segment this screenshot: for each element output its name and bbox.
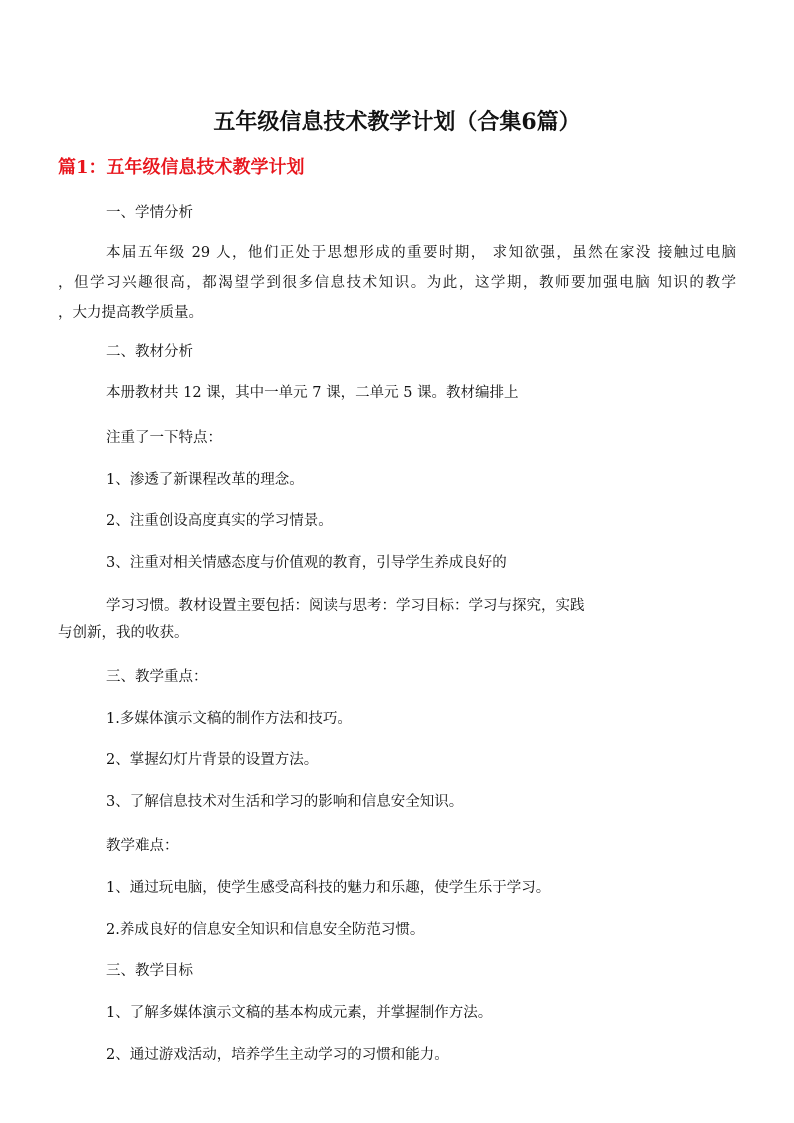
paragraph-line: 注重了一下特点： xyxy=(106,430,222,446)
list-item: 2.养成良好的信息安全知识和信息安全防范习惯。 xyxy=(106,922,425,938)
document-title: 五年级信息技术教学计划（合集6篇） xyxy=(213,109,581,135)
paragraph-line: 本届五年级 29 人，他们正处于思想形成的重要时期， 求知欲强，虽然在家没 接触过电脑 xyxy=(106,245,736,261)
paragraph-line: 学习习惯。教材设置主要包括：阅读与思考：学习目标：学习与探究，实践 xyxy=(106,598,585,614)
list-item: 3、注重对相关情感态度与价值观的教育，引导学生养成良好的 xyxy=(106,555,507,571)
heading-textbook-analysis: 二、教材分析 xyxy=(106,344,193,360)
heading-student-analysis: 一、学情分析 xyxy=(106,205,193,221)
list-item: 2、注重创设高度真实的学习情景。 xyxy=(106,513,333,529)
paragraph-line: 与创新，我的收获。 xyxy=(58,625,189,641)
list-item: 1.多媒体演示文稿的制作方法和技巧。 xyxy=(106,711,352,727)
heading-teaching-goals: 三、教学目标 xyxy=(106,963,193,979)
list-item: 2、掌握幻灯片背景的设置方法。 xyxy=(106,752,319,768)
list-item: 1、了解多媒体演示文稿的基本构成元素，并掌握制作方法。 xyxy=(106,1005,493,1021)
paragraph-line: ，大力提高教学质量。 xyxy=(58,305,203,321)
paragraph-line: 本册教材共 12 课，其中一单元 7 课，二单元 5 课。教材编排上 xyxy=(106,385,519,401)
heading-difficulties: 教学难点： xyxy=(106,838,179,854)
list-item: 2、通过游戏活动，培养学生主动学习的习惯和能力。 xyxy=(106,1047,449,1063)
section-heading: 篇1：五年级信息技术教学计划 xyxy=(58,157,305,178)
paragraph-line: ，但学习兴趣很高，都渴望学到很多信息技术知识。为此，这学期，教师要加强电脑 知识的教学 xyxy=(58,275,736,291)
heading-key-points: 三、教学重点： xyxy=(106,669,208,685)
list-item: 1、通过玩电脑，使学生感受高科技的魅力和乐趣，使学生乐于学习。 xyxy=(106,880,551,896)
list-item: 1、渗透了新课程改革的理念。 xyxy=(106,472,304,488)
list-item: 3、了解信息技术对生活和学习的影响和信息安全知识。 xyxy=(106,794,464,810)
